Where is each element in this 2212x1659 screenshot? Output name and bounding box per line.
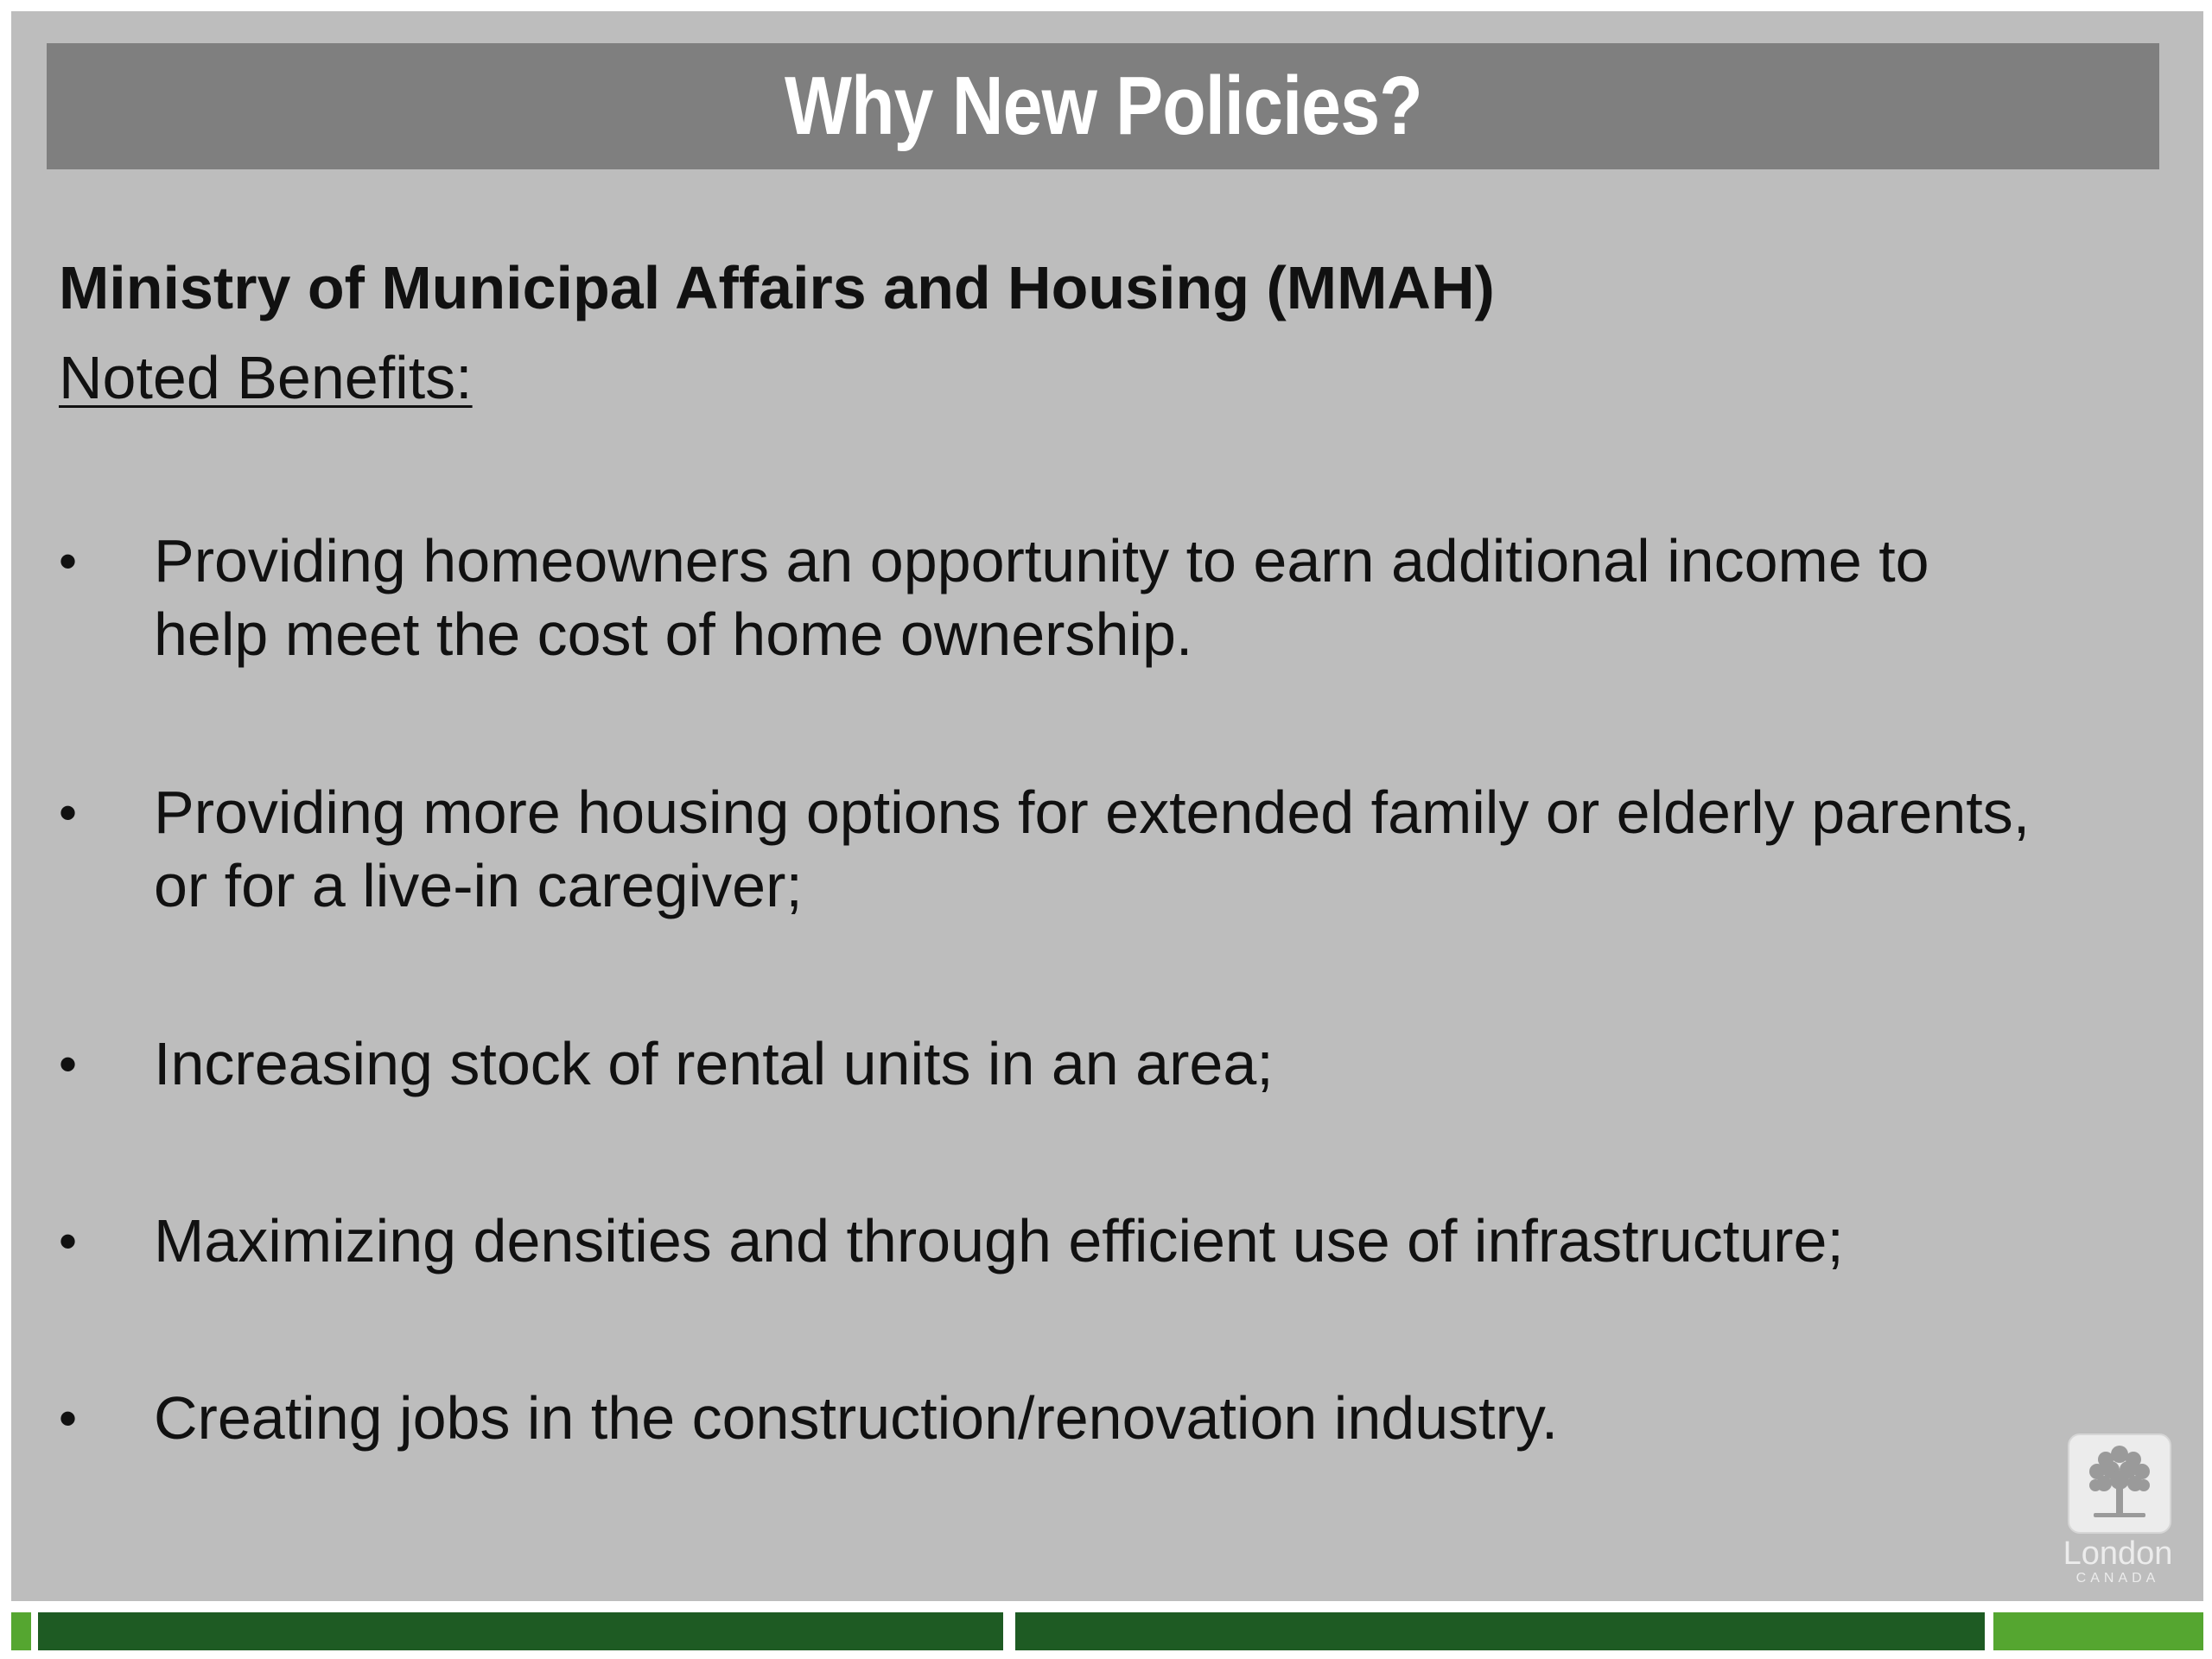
bullet-text: Maximizing densities and through efficient use of infrastructure; (154, 1207, 1844, 1274)
bullet-icon: • (59, 784, 78, 842)
bullet-icon: • (59, 1212, 78, 1270)
footer-stripe-dark-left (38, 1612, 1003, 1650)
bullet-text: Increasing stock of rental units in an area; (154, 1030, 1274, 1097)
logo-name: London (2063, 1535, 2173, 1572)
bullet-icon: • (59, 1389, 78, 1447)
slide (11, 11, 2203, 1601)
logo-country: CANADA (2075, 1571, 2160, 1586)
title-bar (47, 43, 2159, 169)
footer-stripe-dark-right (1015, 1612, 1985, 1650)
footer-stripe-light-right (1993, 1612, 2203, 1650)
bullet-text: Providing homeowners an opportunity to earn additional income to help meet the cost of home ownership. (154, 527, 1929, 668)
slide-title: Why New Policies? (784, 60, 1422, 152)
bullet-icon: • (59, 532, 78, 590)
london-logo (2057, 1428, 2187, 1592)
logo-badge (2068, 1433, 2171, 1534)
organization-heading: Ministry of Municipal Affairs and Housing (MMAH) (59, 254, 1495, 321)
benefits-subheading: Noted Benefits: (59, 344, 473, 411)
bullet-text: Providing more housing options for extended family or elderly parents, or for a live-in caregiver; (154, 779, 2031, 919)
tree-icon (2069, 1435, 2170, 1532)
bullet-text: Creating jobs in the construction/renovation industry. (154, 1384, 1559, 1452)
bullet-icon: • (59, 1035, 78, 1093)
footer-stripe-light-left (11, 1612, 31, 1650)
